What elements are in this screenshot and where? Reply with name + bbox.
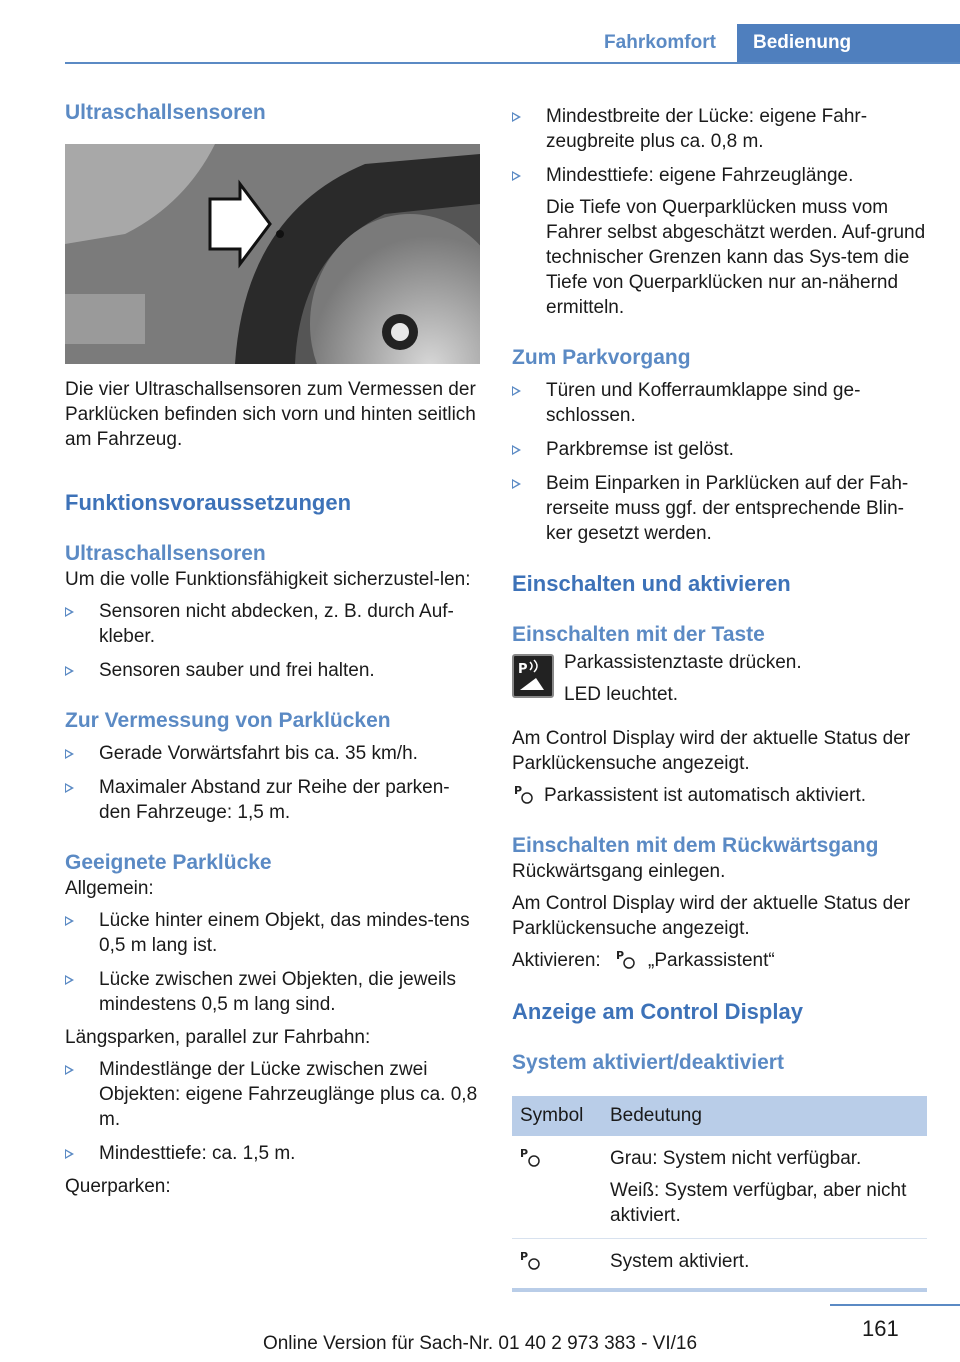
- meaning-cell: [602, 1239, 927, 1291]
- photo-caption: Die vier Ultraschallsensoren zum Vermessen der Parklücken befinden sich vorn und hinten seitlich am Fahrzeug.: [65, 379, 476, 450]
- bullet-triangle-icon: [512, 386, 521, 396]
- list-item: Türen und Kofferraumklappe sind ge-schlossen.: [512, 378, 927, 428]
- park-assist-symbol-icon: [514, 783, 534, 810]
- heading-requirements: Funktionsvoraussetzungen: [65, 490, 352, 515]
- svg-text:P: P: [520, 1250, 529, 1263]
- bullet-triangle-icon: [65, 783, 74, 793]
- list-item: Maximaler Abstand zur Reihe der parken-den Fahrzeuge: 1,5 m.: [65, 775, 480, 825]
- symbol-cell: [512, 1136, 602, 1239]
- auto-active-row: [512, 783, 927, 808]
- svg-text:P: P: [616, 949, 625, 962]
- meaning-line: Grau: System nicht verfügbar.: [610, 1148, 862, 1169]
- svg-text:P: P: [518, 662, 528, 677]
- park-assist-grey-icon: [520, 1146, 542, 1168]
- list-item: Sensoren nicht abdecken, z. B. durch Auf-kleber.: [65, 599, 480, 649]
- heading-measure: Zur Vermessung von Parklücken: [65, 709, 391, 732]
- table-row: [512, 1239, 927, 1291]
- sensor-photo: [65, 144, 480, 364]
- meaning-line: System aktiviert.: [610, 1251, 750, 1272]
- bullet-triangle-icon: [65, 666, 74, 676]
- activate-value: „Parkassistent“: [648, 950, 775, 971]
- bullet-triangle-icon: [65, 749, 74, 759]
- list-item: Sensoren sauber und frei halten.: [65, 658, 480, 683]
- right-column: [512, 104, 927, 1292]
- list-item: Gerade Vorwärtsfahrt bis ca. 35 km/h.: [65, 741, 480, 766]
- bullet-triangle-icon: [512, 445, 521, 455]
- bullet-triangle-icon: [512, 479, 521, 489]
- list-item: Mindestlänge der Lücke zwischen zwei Objekten: eigene Fahrzeuglänge plus ca. 0,8 m.: [65, 1057, 480, 1132]
- heading-status: System aktiviert/deaktiviert: [512, 1051, 784, 1074]
- activate-row: [512, 948, 927, 973]
- table-row: [512, 1136, 927, 1239]
- cross-depth-note: Die Tiefe von Querparklücken muss vom Fahrer selbst abgeschätzt werden. Auf-grund technischer Grenzen kann das Sys-tem die Tiefe von Querparklücken nur an-nähernd ermitteln.: [546, 197, 926, 318]
- car-wheel-illustration: [65, 144, 480, 364]
- bullet-triangle-icon: [65, 916, 74, 926]
- parallel-label: Längsparken, parallel zur Fahrbahn:: [65, 1027, 371, 1048]
- list-item: Beim Einparken in Parklücken auf der Fah-rerseite muss ggf. der entsprechende Blin-ker gesetzt werden.: [512, 471, 927, 546]
- bullet-triangle-icon: [65, 975, 74, 985]
- list-item: Mindesttiefe: ca. 1,5 m.: [65, 1141, 480, 1166]
- display-status-text: Am Control Display wird der aktuelle Status der Parklückensuche angezeigt.: [512, 728, 911, 774]
- list-item: Lücke hinter einem Objekt, das mindes-tens 0,5 m lang ist.: [65, 908, 480, 958]
- header-section: Fahrkomfort: [604, 32, 716, 53]
- park-assist-active-icon: [520, 1249, 542, 1271]
- bullet-triangle-icon: [65, 1149, 74, 1159]
- activate-label: Aktivieren:: [512, 950, 601, 971]
- status-table: [512, 1096, 927, 1292]
- header-rule: [65, 62, 960, 64]
- heading-button: Einschalten mit der Taste: [512, 623, 765, 646]
- sensors-intro: Um die volle Funktionsfähigkeit sicherzustel-len:: [65, 569, 471, 590]
- list-item: Parkbremse ist gelöst.: [512, 437, 927, 462]
- list-item: Mindestbreite der Lücke: eigene Fahr-zeugbreite plus ca. 0,8 m.: [512, 104, 927, 154]
- bullet-triangle-icon: [512, 171, 521, 181]
- heading-display: Anzeige am Control Display: [512, 999, 803, 1024]
- button-instruction: [512, 650, 927, 714]
- footer-text: Online Version für Sach-Nr. 01 40 2 973 383 - VI/16: [262, 1333, 698, 1354]
- svg-text:P: P: [520, 1147, 529, 1160]
- meaning-cell: [602, 1136, 927, 1239]
- list-item: Lücke zwischen zwei Objekten, die jeweils mindestens 0,5 m lang sind.: [65, 967, 480, 1017]
- cross-label: Querparken:: [65, 1176, 171, 1197]
- list-item: Mindesttiefe: eigene Fahrzeuglänge.: [512, 163, 927, 188]
- park-assist-symbol-icon: [616, 948, 636, 975]
- park-assist-button-icon: [512, 654, 554, 698]
- heading-parking: Zum Parkvorgang: [512, 346, 691, 369]
- bullet-triangle-icon: [65, 607, 74, 617]
- display-status-text-2: Am Control Display wird der aktuelle Status der Parklückensuche angezeigt.: [512, 893, 911, 939]
- general-label: Allgemein:: [65, 878, 154, 899]
- table-header-symbol: Symbol: [512, 1096, 602, 1136]
- led-text: LED leuchtet.: [564, 684, 679, 705]
- reverse-text: Rückwärtsgang einlegen.: [512, 861, 726, 882]
- press-text: Parkassistenztaste drücken.: [564, 652, 802, 673]
- bullet-triangle-icon: [65, 1065, 74, 1075]
- heading-switch-on: Einschalten und aktivieren: [512, 571, 791, 596]
- bullet-triangle-icon: [512, 112, 521, 122]
- heading-sensors: Ultraschallsensoren: [65, 101, 266, 124]
- footer-rule: [830, 1304, 960, 1306]
- heading-sensors-2: Ultraschallsensoren: [65, 542, 266, 565]
- left-column: [65, 100, 480, 1199]
- meaning-line: Weiß: System verfügbar, aber nicht aktiviert.: [610, 1180, 907, 1226]
- heading-reverse: Einschalten mit dem Rückwärtsgang: [512, 834, 879, 857]
- header-chapter: Bedienung: [737, 24, 960, 64]
- table-header-meaning: Bedeutung: [602, 1096, 927, 1136]
- page-number: 161: [862, 1316, 899, 1341]
- auto-active-text: Parkassistent ist automatisch aktiviert.: [544, 785, 867, 806]
- heading-suitable-gap: Geeignete Parklücke: [65, 851, 272, 874]
- symbol-cell: [512, 1239, 602, 1291]
- svg-text:P: P: [514, 784, 523, 797]
